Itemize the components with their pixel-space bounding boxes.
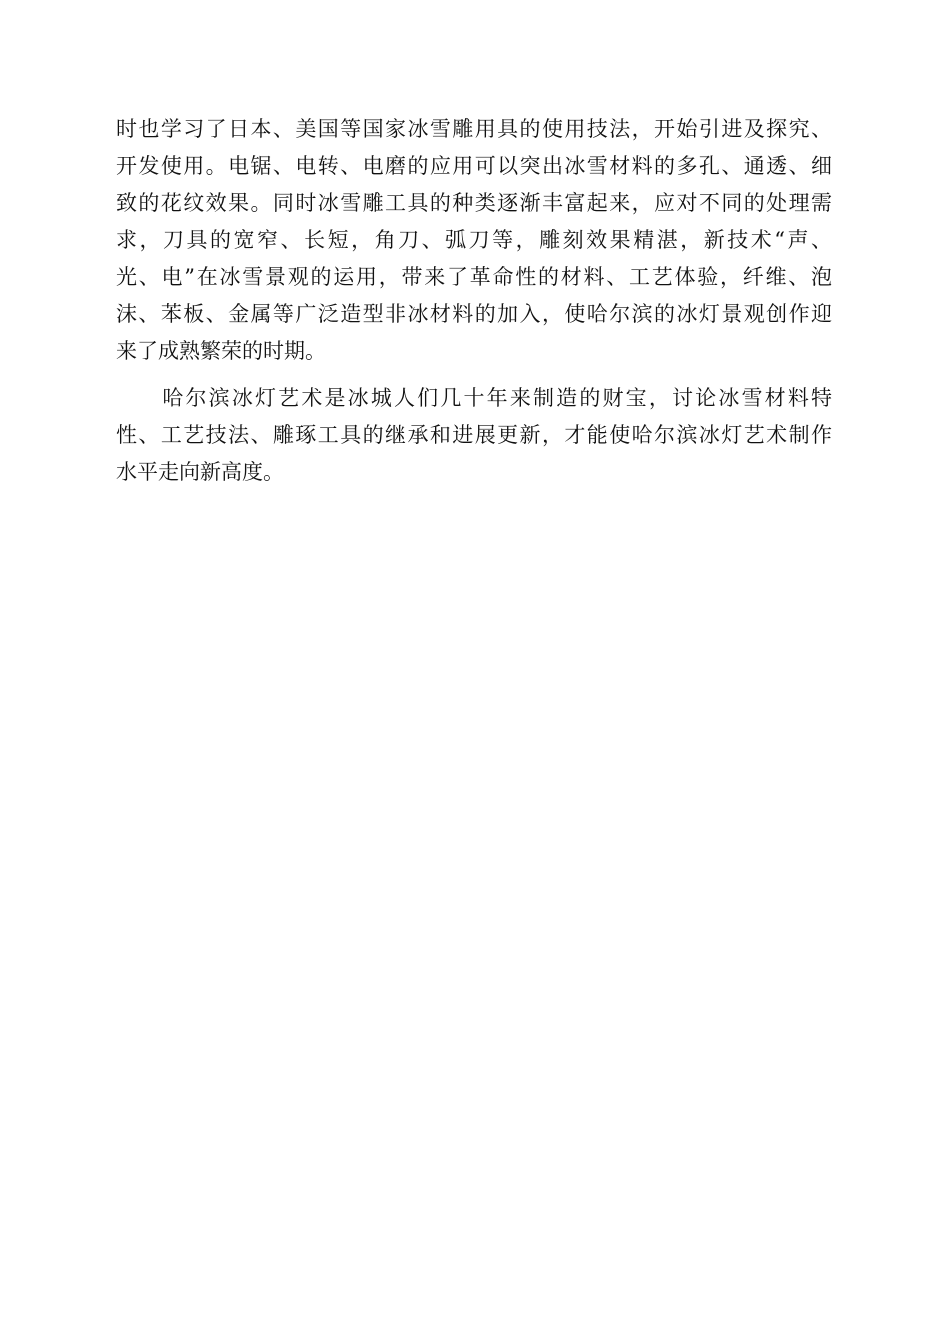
paragraph-1 bbox=[116, 111, 832, 370]
paragraph-line: 来了成熟繁荣的时期。 bbox=[116, 339, 326, 363]
document-body bbox=[116, 111, 832, 491]
paragraph-line: 时也学习了日本、美国等国家冰雪雕用具的使用技法，开始引进及探究、 bbox=[116, 117, 832, 141]
paragraph-line: 性、工艺技法、雕琢工具的继承和进展更新，才能使哈尔滨冰灯艺术制作 bbox=[116, 423, 832, 447]
paragraph-line: 开发使用。电锯、电转、电磨的应用可以突出冰雪材料的多孔、通透、细 bbox=[116, 154, 832, 178]
paragraph-2 bbox=[116, 380, 832, 491]
paragraph-line: 求，刀具的宽窄、长短，角刀、弧刀等，雕刻效果精湛，新技术“声、 bbox=[116, 228, 832, 252]
paragraph-line: 光、电”在冰雪景观的运用，带来了革命性的材料、工艺体验，纤维、泡 bbox=[116, 265, 832, 289]
paragraph-line: 哈尔滨冰灯艺术是冰城人们几十年来制造的财宝，讨论冰雪材料特 bbox=[116, 386, 832, 410]
paragraph-line: 致的花纹效果。同时冰雪雕工具的种类逐渐丰富起来，应对不同的处理需 bbox=[116, 191, 832, 215]
paragraph-line: 水平走向新高度。 bbox=[116, 460, 284, 484]
paragraph-line: 沫、苯板、金属等广泛造型非冰材料的加入，使哈尔滨的冰灯景观创作迎 bbox=[116, 302, 832, 326]
